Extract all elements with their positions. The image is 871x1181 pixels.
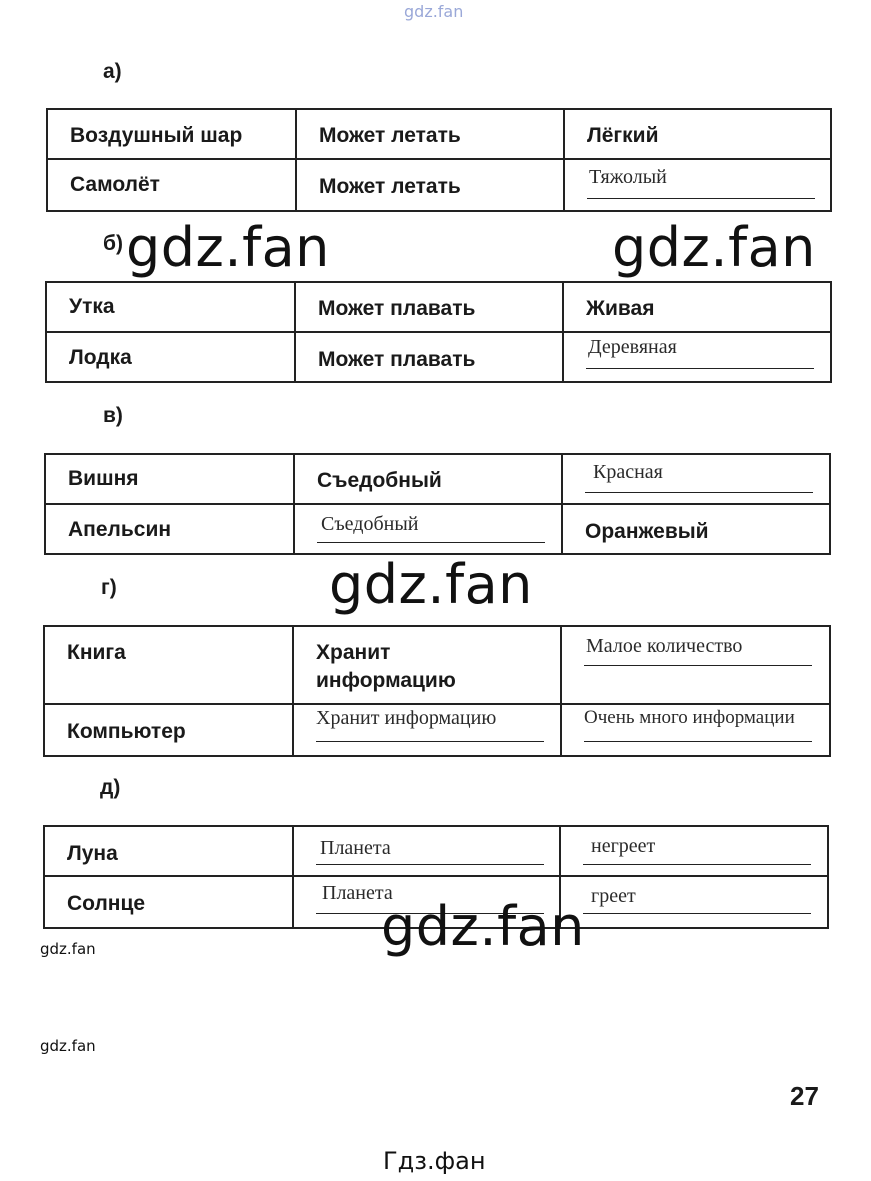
table-g <box>43 625 831 757</box>
table-cell: Вишня <box>68 467 139 490</box>
handwritten-answer: Хранит информацию <box>316 707 497 729</box>
footer-text: Гдз.фан <box>383 1147 486 1175</box>
table-a <box>46 108 832 212</box>
handwritten-answer: негреет <box>591 835 656 857</box>
table-row <box>44 626 830 704</box>
watermark-small: gdz.fan <box>40 940 96 958</box>
table-cell: Может плавать <box>318 297 476 320</box>
handwritten-answer: Съедобный <box>321 513 419 535</box>
answer-line <box>316 741 544 742</box>
table-b <box>45 281 832 383</box>
handwritten-answer: Деревяная <box>588 336 677 358</box>
section-label-v: в) <box>103 404 123 427</box>
table-row <box>45 504 830 554</box>
handwritten-answer: Тяжолый <box>589 166 667 188</box>
table-row <box>47 159 831 211</box>
table-cell: Утка <box>69 295 115 318</box>
answer-line <box>583 913 811 914</box>
section-label-g: г) <box>101 576 117 599</box>
table-row <box>45 454 830 504</box>
table-cell: Луна <box>67 842 118 865</box>
table-cell: Воздушный шар <box>70 124 243 147</box>
table-cell: Книга <box>67 641 126 664</box>
handwritten-answer: Очень много информации <box>584 707 795 728</box>
table-row <box>44 826 828 876</box>
table-cell: Компьютер <box>67 720 186 743</box>
table-cell: Лодка <box>69 346 132 369</box>
handwritten-answer: Красная <box>593 461 663 483</box>
answer-line <box>587 198 815 199</box>
table-row <box>47 109 831 159</box>
answer-line <box>586 368 814 369</box>
answer-line <box>585 492 813 493</box>
handwritten-answer: Планета <box>322 882 393 904</box>
table-cell: Может летать <box>319 124 461 147</box>
watermark: gdz.fan <box>329 553 533 616</box>
handwritten-answer: греет <box>591 885 636 907</box>
table-cell: Может плавать <box>318 348 476 371</box>
table-cell: Лёгкий <box>587 124 659 147</box>
table-row <box>44 704 830 756</box>
answer-line <box>316 864 544 865</box>
section-label-d: д) <box>100 776 121 799</box>
answer-line <box>583 864 811 865</box>
table-cell: Может летать <box>319 175 461 198</box>
answer-line <box>584 741 812 742</box>
table-cell: Живая <box>586 297 655 320</box>
table-cell: Апельсин <box>68 518 172 541</box>
table-row <box>46 332 831 382</box>
watermark-small: gdz.fan <box>40 1037 96 1055</box>
watermark: gdz.fan <box>126 216 330 279</box>
table-cell: Съедобный <box>317 469 442 492</box>
table-cell: Хранит информацию <box>316 641 456 692</box>
handwritten-answer: Малое количество <box>586 635 743 657</box>
watermark: gdz.fan <box>612 216 816 279</box>
watermark-top: gdz.fan <box>404 2 464 21</box>
answer-line <box>317 542 545 543</box>
watermark: gdz.fan <box>381 895 585 958</box>
section-label-a: а) <box>103 60 122 83</box>
page-number: 27 <box>790 1081 819 1111</box>
table-cell: Самолёт <box>70 173 160 196</box>
answer-line <box>584 665 812 666</box>
table-cell: Оранжевый <box>585 520 709 543</box>
handwritten-answer: Планета <box>320 837 391 859</box>
table-v <box>44 453 831 555</box>
table-row <box>46 282 831 332</box>
table-cell: Солнце <box>67 892 146 915</box>
section-label-b: б) <box>103 232 123 255</box>
